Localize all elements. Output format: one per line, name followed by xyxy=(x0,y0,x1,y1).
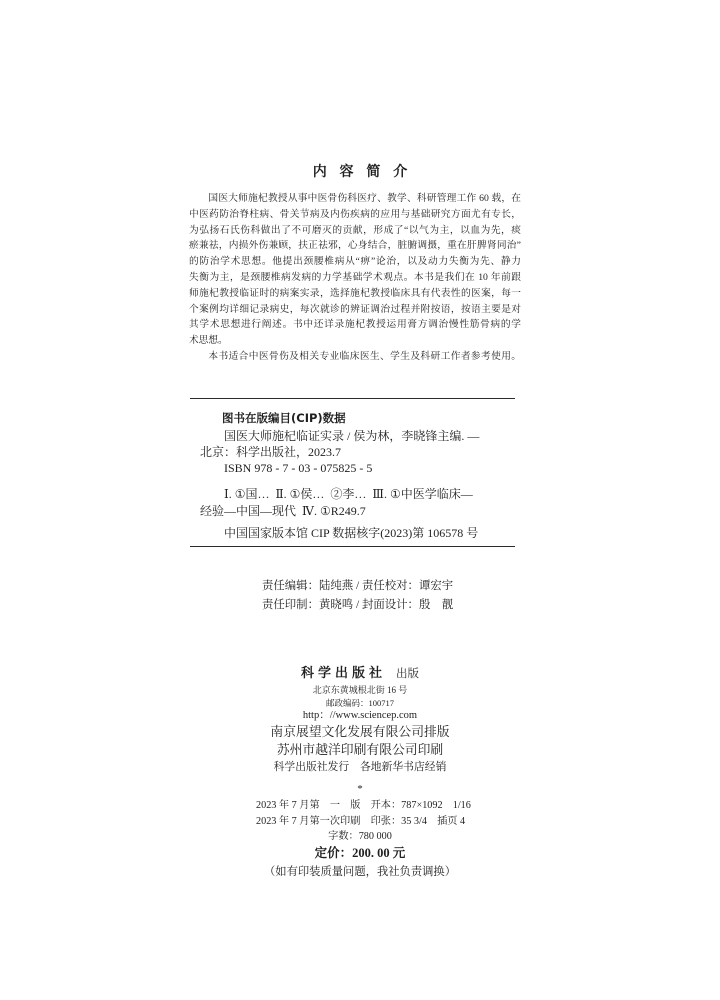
publisher-website: http：//www.sciencep.com xyxy=(302,710,418,721)
cip-title-line: 国医大师施杞临证实录 / 侯为林，李晓锋主编. — xyxy=(224,429,480,443)
summary-line-4: 瘀兼祛，内损外伤兼顾，扶正祛邪，心身结合，脏腑调摄，重在肝脾肾同治” xyxy=(189,240,521,252)
summary-title: 内 容 简 介 xyxy=(312,164,412,180)
cip-top-rule xyxy=(190,398,515,399)
editor-credits: 责任编辑：陆纯燕 / 责任校对：谭宏宇 xyxy=(262,580,454,592)
typesetting-company: 南京展望文化发展有限公司排版 xyxy=(270,725,450,739)
summary-line-5: 的防治学术思想。他提出颈腰椎病从“痹”论治，以及动力失衡为先、静力 xyxy=(189,256,521,268)
publisher-logo: 科学出版社 xyxy=(300,665,386,680)
price: 定价：200. 00 元 xyxy=(314,846,406,860)
summary-body xyxy=(189,191,521,365)
summary-line-10: 术思想。 xyxy=(189,335,228,347)
cip-number: 中国国家版本馆 CIP 数据核字(2023)第 106578 号 xyxy=(224,526,479,540)
separator-asterisk: * xyxy=(357,783,363,795)
cip-header: 图书在版编目(CIP)数据 xyxy=(222,411,346,425)
summary-paragraph-2: 本书适合中医骨伤及相关专业临床医生、学生及科研工作者参考使用。 xyxy=(208,350,521,362)
summary-line-8: 个案例均详细记录病史，每次就诊的辨证调治过程并附按语，按语主要是对 xyxy=(189,303,521,315)
publisher-postcode: 邮政编码：100717 xyxy=(325,698,394,708)
summary-line-9: 其学术思想进行阐述。书中还详录施杞教授运用膏方调治慢性筋骨病的学 xyxy=(189,319,521,331)
cip-publisher-line: 北京：科学出版社，2023.7 xyxy=(200,445,342,459)
cip-classification-line-2: 经验—中国—现代 Ⅳ. ①R249.7 xyxy=(200,504,366,518)
printing-company: 苏州市越洋印刷有限公司印刷 xyxy=(276,743,444,757)
summary-line-7: 师施杞教授临证时的病案实录，选择施杞教授临床具有代表性的医案，每一 xyxy=(189,287,521,299)
cip-isbn: ISBN 978 - 7 - 03 - 075825 - 5 xyxy=(224,461,373,475)
cip-bottom-rule xyxy=(190,546,515,547)
publisher-imprint-row xyxy=(0,665,720,682)
summary-line-3: 为弘扬石氏伤科做出了不可磨灭的贡献，形成了“以气为主，以血为先，痰 xyxy=(189,224,521,236)
summary-line-1: 国医大师施杞教授从事中医骨伤科医疗、教学、科研管理工作 60 载，在 xyxy=(208,193,521,204)
production-credits: 责任印制：黄晓鸣 / 封面设计：殷 靓 xyxy=(262,599,454,611)
summary-line-2: 中医药防治脊柱病、骨关节病及内伤疾病的应用与基础研究方面尤有专长， xyxy=(189,208,521,220)
cip-classification-line-1: Ⅰ. ①国… Ⅱ. ①侯… ②李… Ⅲ. ①中医学临床— xyxy=(224,487,473,501)
printing-line: 2023 年 7 月第一次印刷 印张：35 3/4 插页 4 xyxy=(256,816,466,827)
edition-line: 2023 年 7 月第 一 版 开本：787×1092 1/16 xyxy=(256,800,471,811)
summary-line-6: 失衡为主，是颈腰椎病发病的力学基础学术观点。本书是我们在 10 年前跟 xyxy=(189,271,521,283)
publisher-address: 北京东黄城根北街 16 号 xyxy=(312,685,408,695)
distribution-line: 科学出版社发行 各地新华书店经销 xyxy=(273,761,447,773)
word-count: 字数：780 000 xyxy=(328,831,392,842)
quality-notice: （如有印装质量问题，我社负责调换） xyxy=(263,866,457,878)
publisher-action: 出版 xyxy=(396,668,419,680)
